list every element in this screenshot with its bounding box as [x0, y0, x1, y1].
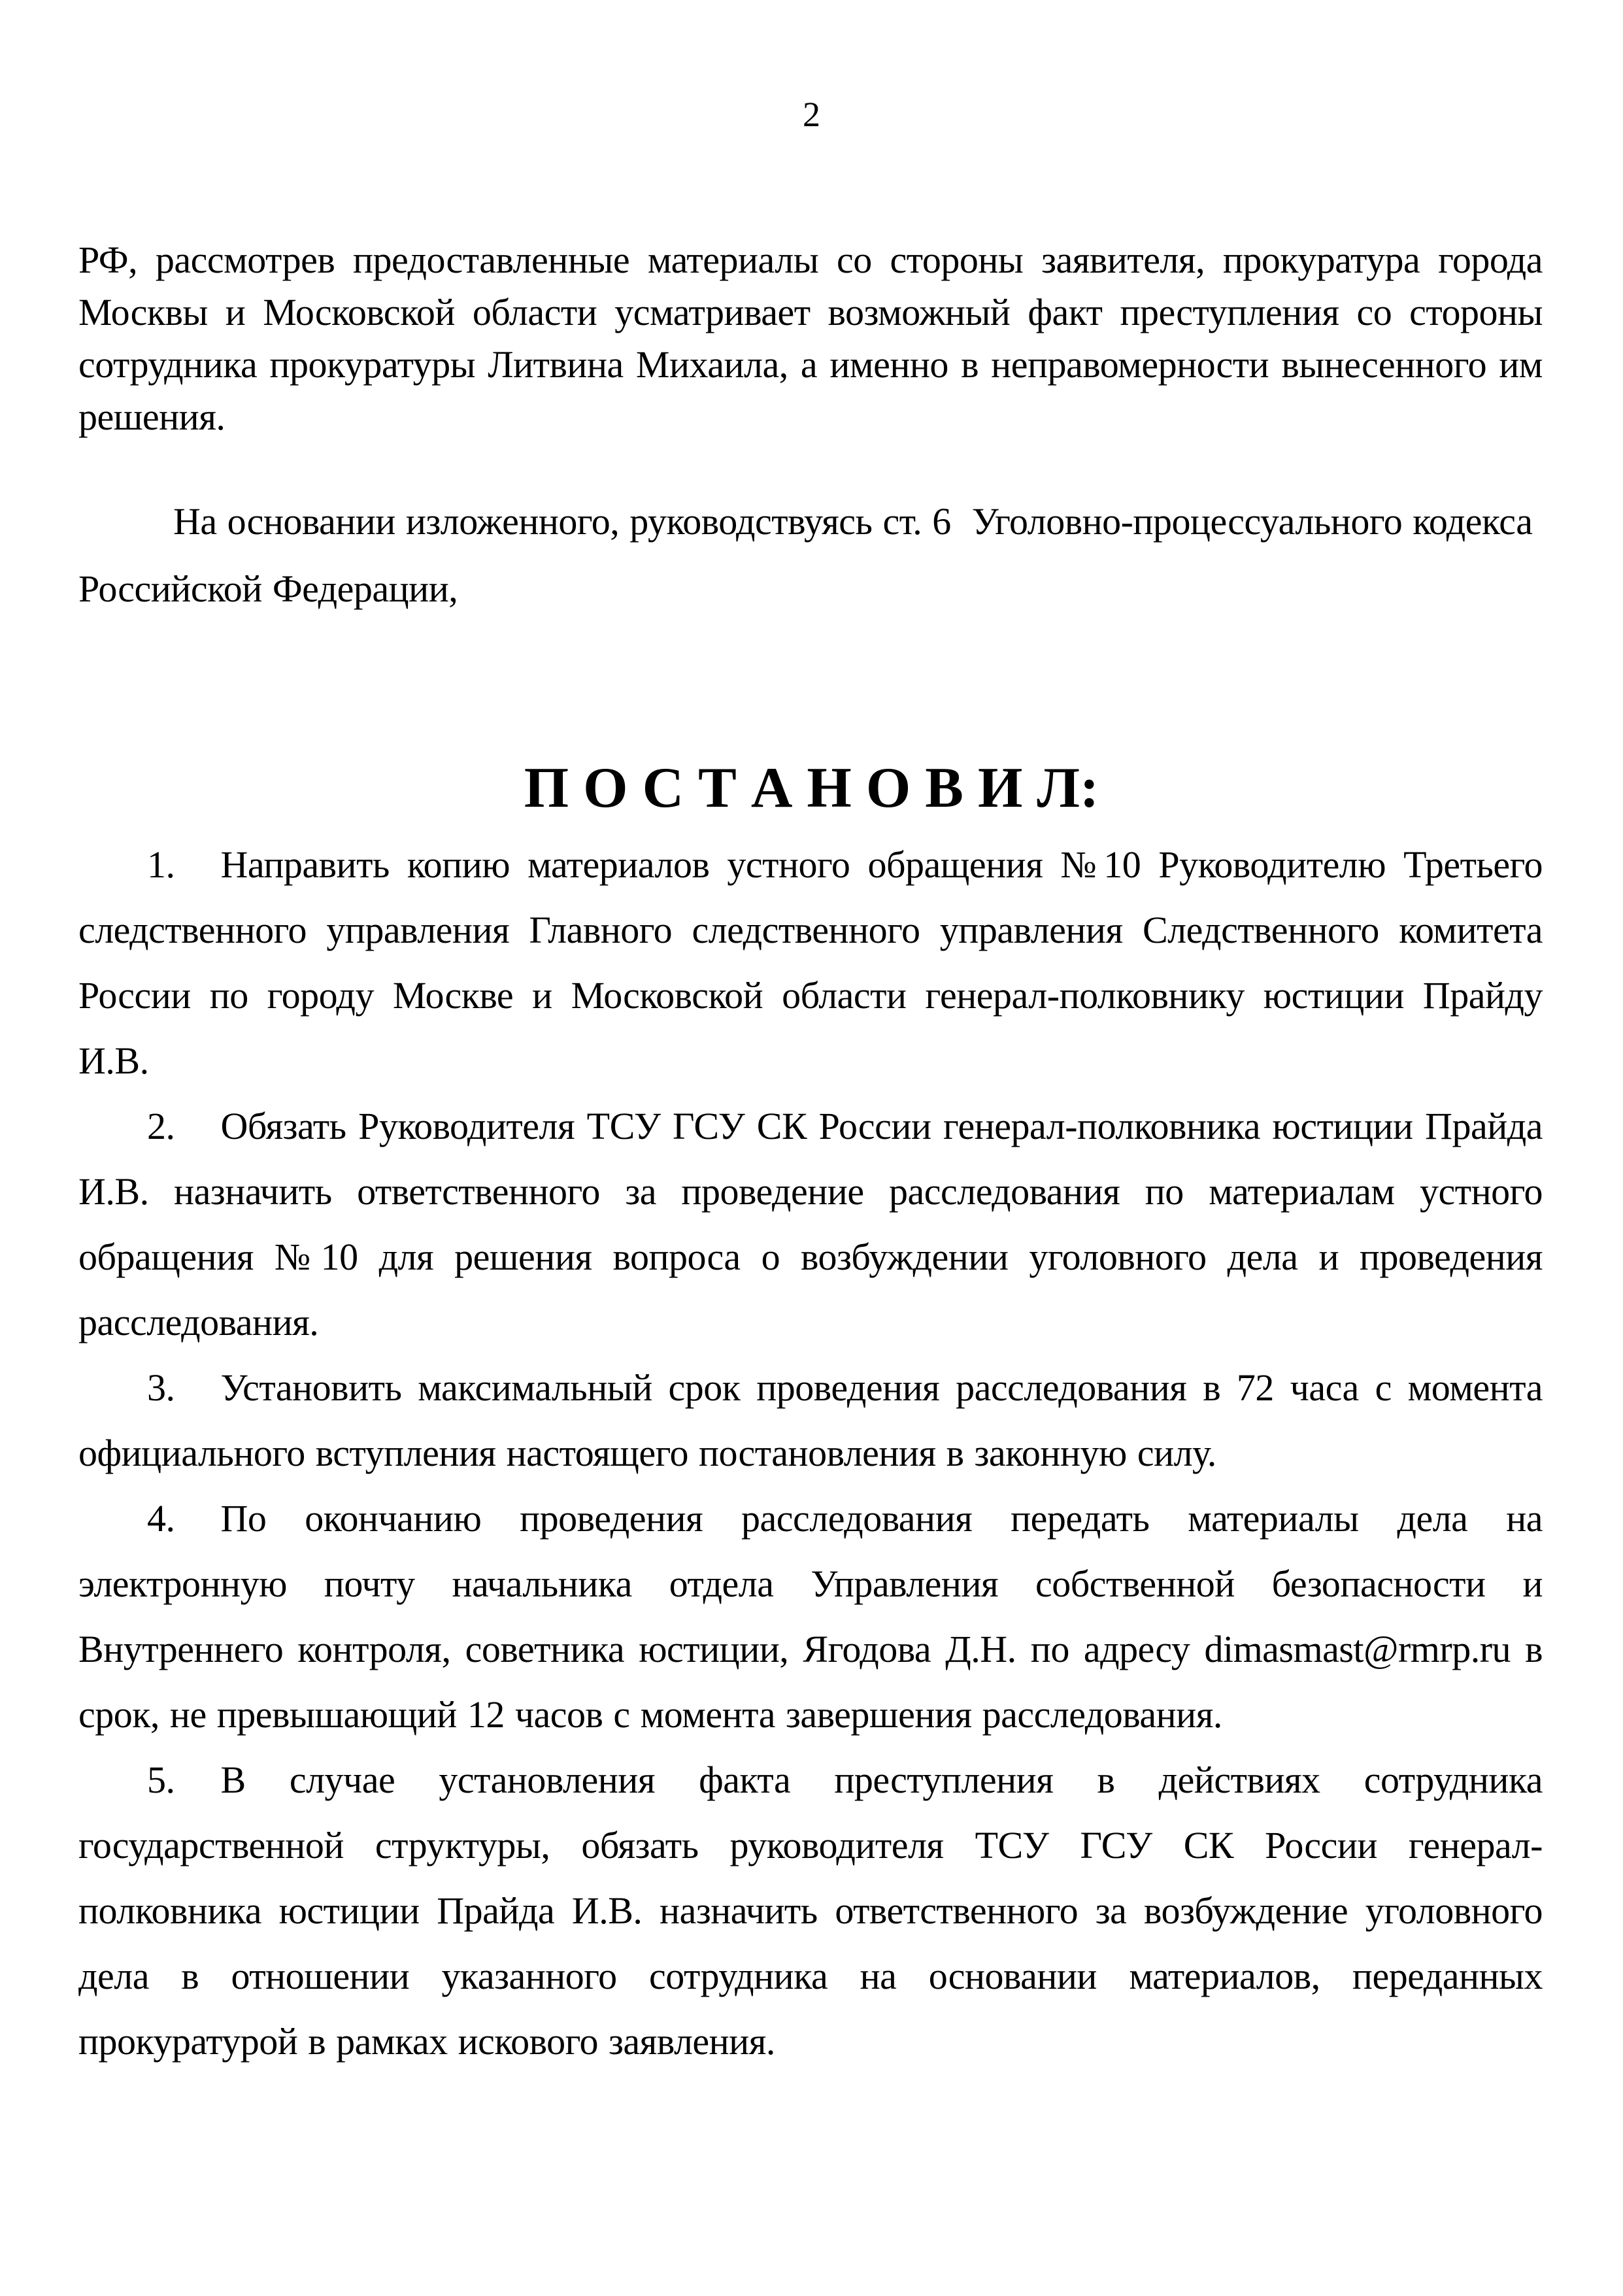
item-text: По окончанию проведения расследования передать материалы дела на электронную почту начальника отдела Управления собственной безопасности и Внутреннего контроля, советника юстиции, Ягодова Д.Н. по адресу dimasmast@rmrp.ru в срок, не превышающий 12 часов с момента завершения расследования.	[78, 1497, 1543, 1736]
resolution-item	[78, 1747, 1543, 2074]
resolution-item	[78, 1486, 1543, 1747]
item-text: В случае установления факта преступления в действиях сотрудника государственной структуры, обязать руководителя ТСУ ГСУ СК России генерал-полковника юстиции Прайда И.В. назначить ответственного за возбуждение уголовного дела в отношении указанного сотрудника на основании материалов, переданных прокуратурой в рамках искового заявления.	[78, 1759, 1543, 2063]
item-number: 4.	[147, 1497, 175, 1540]
resolution-item	[78, 1355, 1543, 1486]
item-number: 2.	[147, 1105, 175, 1147]
page-number: 2	[803, 95, 820, 134]
resolution-item	[78, 1094, 1543, 1355]
paragraph-legal-basis: На основании изложенного, руководствуясь ст. 6 Уголовно-процессуального кодекса Российской Федерации,	[78, 500, 1533, 610]
resolution-items-list	[78, 832, 1543, 2074]
paragraph-intro: РФ, рассмотрев предоставленные материалы со стороны заявителя, прокуратура города Москвы и Московской области усматривает возможный факт преступления со стороны сотрудника прокуратуры Литвина Михаила, а именно в неправомерности вынесенного им решения.	[78, 239, 1543, 438]
item-number: 5.	[147, 1759, 175, 1801]
resolution-item	[78, 832, 1543, 1094]
item-number: 1.	[147, 843, 175, 886]
item-text: Установить максимальный срок проведения расследования в 72 часа с момента официального вступления настоящего постановления в законную силу.	[78, 1366, 1543, 1474]
item-number: 3.	[147, 1366, 175, 1409]
item-text: Направить копию материалов устного обращения №10 Руководителю Третьего следственного управления Главного следственного управления Следственного комитета России по городу Москве и Московской области генерал-полковнику юстиции Прайду И.В.	[78, 843, 1543, 1082]
resolution-heading: П О С Т А Н О В И Л:	[524, 756, 1099, 820]
item-text: Обязать Руководителя ТСУ ГСУ СК России генерал-полковника юстиции Прайда И.В. назначить ответственного за проведение расследования по материалам устного обращения №10 для решения вопроса о возбуждении уголовного дела и проведения расследования.	[78, 1105, 1543, 1343]
